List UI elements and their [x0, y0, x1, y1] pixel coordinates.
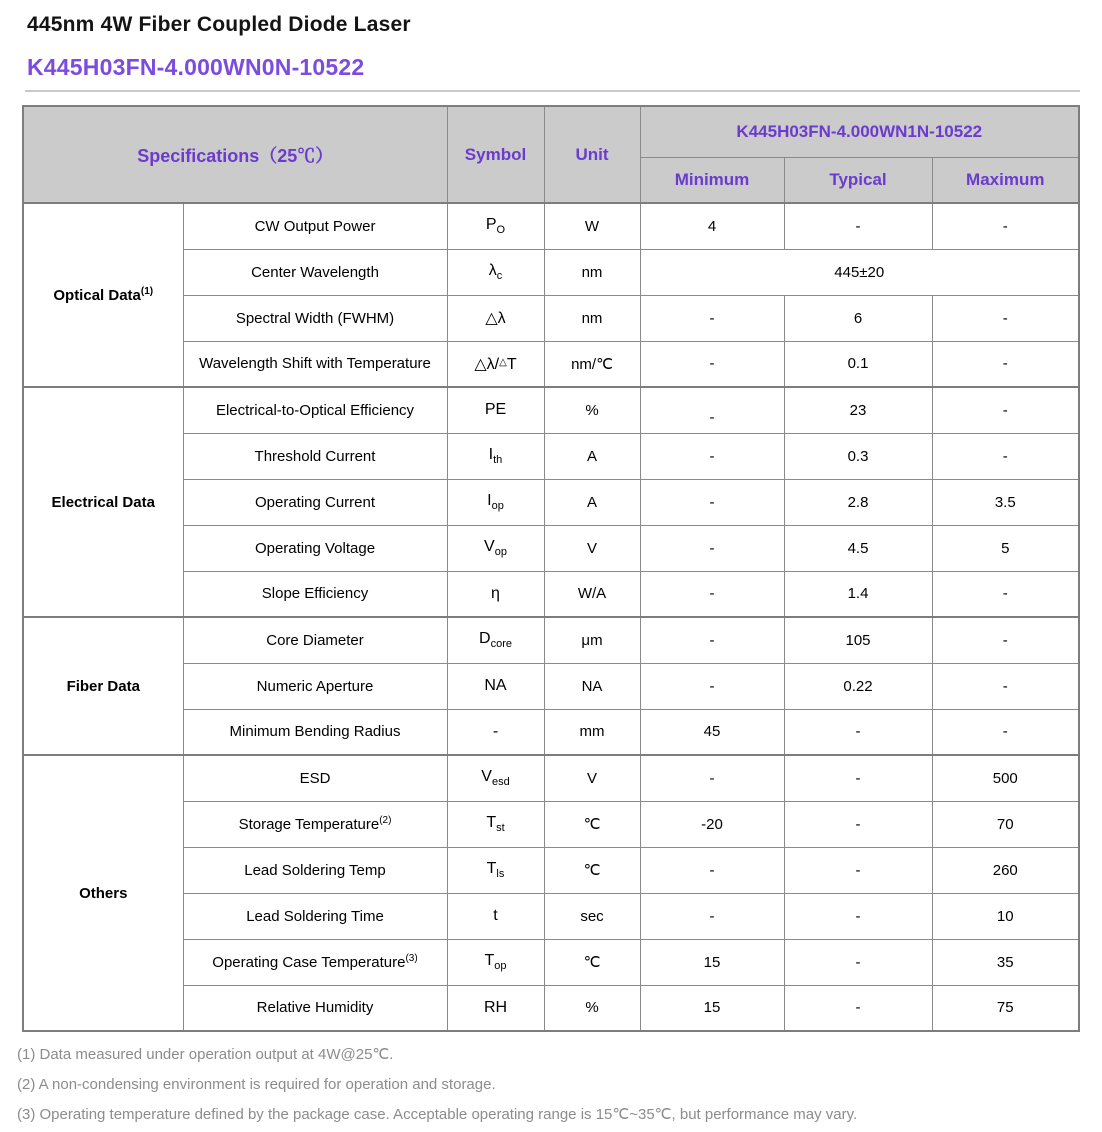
page-title: 445nm 4W Fiber Coupled Diode Laser	[27, 13, 411, 36]
unit-cell: A	[544, 479, 640, 525]
unit-cell: nm	[544, 295, 640, 341]
unit-cell: ℃	[544, 801, 640, 847]
table-row	[23, 617, 1079, 663]
spec-name-cell: Storage Temperature$^{(2)}$	[183, 801, 447, 847]
max-cell: 3.5	[932, 479, 1079, 525]
typ-cell: 0.3	[784, 433, 932, 479]
symbol-cell: -	[447, 709, 544, 755]
typ-cell: -	[784, 847, 932, 893]
footnote-2: (2) A non-condensing environment is required for operation and storage.	[17, 1076, 496, 1093]
spec-name-cell: Operating Voltage	[183, 525, 447, 571]
unit-cell: V	[544, 525, 640, 571]
group-label-electrical-data: Electrical Data	[23, 387, 183, 617]
typ-cell: 1.4	[784, 571, 932, 617]
typ-cell: -	[784, 893, 932, 939]
column-header-typical: Typical	[784, 157, 932, 203]
min-cell: -	[640, 479, 784, 525]
max-cell: -	[932, 341, 1079, 387]
typ-cell: -	[784, 755, 932, 801]
typ-cell: 4.5	[784, 525, 932, 571]
max-cell: 70	[932, 801, 1079, 847]
typ-cell: 0.1	[784, 341, 932, 387]
footnote-ref-3: (3)	[405, 953, 418, 964]
unit-cell: nm	[544, 249, 640, 295]
symbol-cell: PE	[447, 387, 544, 433]
min-cell: -	[640, 847, 784, 893]
max-cell: -	[932, 387, 1079, 433]
max-cell: -	[932, 617, 1079, 663]
symbol-cell: △λ	[447, 295, 544, 341]
footnotes	[17, 1046, 1102, 1123]
spec-name-cell: Minimum Bending Radius	[183, 709, 447, 755]
min-cell: 15	[640, 985, 784, 1031]
max-cell: -	[932, 709, 1079, 755]
min-cell: 45	[640, 709, 784, 755]
unit-cell: W	[544, 203, 640, 249]
min-cell: -	[640, 295, 784, 341]
column-header-specifications: Specifications（25℃）	[23, 106, 447, 203]
spec-name-cell: Core Diameter	[183, 617, 447, 663]
horizontal-divider	[25, 90, 1080, 92]
max-cell: 35	[932, 939, 1079, 985]
unit-cell: NA	[544, 663, 640, 709]
footnote-3: (3) Operating temperature defined by the package case. Acceptable operating range is 15℃~35℃, but performance may vary.	[17, 1106, 858, 1123]
symbol-cell: η	[447, 571, 544, 617]
unit-cell: ℃	[544, 939, 640, 985]
table-row	[23, 387, 1079, 433]
max-cell: -	[932, 203, 1079, 249]
specification-table	[22, 105, 1080, 1032]
spec-name-cell: Operating Case Temperature$^{(3)}$	[183, 939, 447, 985]
min-cell: 4	[640, 203, 784, 249]
table-row	[23, 203, 1079, 249]
max-cell: -	[932, 295, 1079, 341]
column-header-unit: Unit	[544, 106, 640, 203]
footnote-1: (1) Data measured under operation output at 4W@25℃.	[17, 1046, 394, 1063]
typ-cell: -	[784, 709, 932, 755]
typ-cell: -	[784, 801, 932, 847]
typ-cell: -	[784, 203, 932, 249]
min-cell: -	[640, 525, 784, 571]
min-cell: -	[640, 893, 784, 939]
spec-name-cell: Wavelength Shift with Temperature	[183, 341, 447, 387]
spec-name-cell: Electrical-to-Optical Efficiency	[183, 387, 447, 433]
unit-cell: %	[544, 387, 640, 433]
unit-cell: nm/℃	[544, 341, 640, 387]
spec-name-cell: Center Wavelength	[183, 249, 447, 295]
min-cell: -	[640, 433, 784, 479]
min-cell: -	[640, 663, 784, 709]
typ-cell: 23	[784, 387, 932, 433]
symbol-cell: $\lambda_c$	[447, 249, 544, 295]
unit-cell: V	[544, 755, 640, 801]
unit-cell: %	[544, 985, 640, 1031]
symbol-cell: △λ/△T	[447, 341, 544, 387]
max-cell: -	[932, 433, 1079, 479]
spec-name-cell: Lead Soldering Time	[183, 893, 447, 939]
spec-name-cell: Operating Current	[183, 479, 447, 525]
max-cell: -	[932, 571, 1079, 617]
min-cell: -	[640, 755, 784, 801]
max-cell: 260	[932, 847, 1079, 893]
max-cell: 500	[932, 755, 1079, 801]
max-cell: 75	[932, 985, 1079, 1031]
spec-name-cell: Threshold Current	[183, 433, 447, 479]
symbol-cell: t	[447, 893, 544, 939]
symbol-cell: $T_{ls}$	[447, 847, 544, 893]
min-cell: -20	[640, 801, 784, 847]
column-header-minimum: Minimum	[640, 157, 784, 203]
typ-cell: -	[784, 985, 932, 1031]
typ-cell: 6	[784, 295, 932, 341]
footnote-ref-2: (2)	[379, 815, 392, 826]
symbol-cell: $V_{op}$	[447, 525, 544, 571]
product-model-heading: K445H03FN-4.000WN0N-10522	[27, 54, 365, 80]
symbol-cell: $T_{st}$	[447, 801, 544, 847]
group-label-fiber-data: Fiber Data	[23, 617, 183, 755]
spec-name-cell: Slope Efficiency	[183, 571, 447, 617]
column-header-symbol: Symbol	[447, 106, 544, 203]
max-cell: 10	[932, 893, 1079, 939]
min-cell: 15	[640, 939, 784, 985]
max-cell: 5	[932, 525, 1079, 571]
unit-cell: sec	[544, 893, 640, 939]
column-header-maximum: Maximum	[932, 157, 1079, 203]
symbol-cell: NA	[447, 663, 544, 709]
spec-name-cell: Numeric Aperture	[183, 663, 447, 709]
unit-cell: W/A	[544, 571, 640, 617]
unit-cell: mm	[544, 709, 640, 755]
group-label-optical-data: Optical Data$^{(1)}$	[23, 203, 183, 387]
symbol-cell: $V_{esd}$	[447, 755, 544, 801]
group-label-others: Others	[23, 755, 183, 1031]
symbol-cell: $I_{op}$	[447, 479, 544, 525]
footnote-ref-1: (1)	[140, 286, 154, 297]
typ-cell: 2.8	[784, 479, 932, 525]
min-cell: -	[640, 571, 784, 617]
spec-name-cell: ESD	[183, 755, 447, 801]
symbol-cell: $T_{op}$	[447, 939, 544, 985]
symbol-cell: RH	[447, 985, 544, 1031]
spec-name-cell: Relative Humidity	[183, 985, 447, 1031]
spec-name-cell: Lead Soldering Temp	[183, 847, 447, 893]
symbol-cell: $D_{core}$	[447, 617, 544, 663]
min-cell: -	[640, 617, 784, 663]
column-header-device-model: K445H03FN-4.000WN1N-10522	[640, 106, 1079, 157]
typ-cell: 105	[784, 617, 932, 663]
symbol-cell: $I_{th}$	[447, 433, 544, 479]
spec-name-cell: Spectral Width (FWHM)	[183, 295, 447, 341]
table-row	[23, 755, 1079, 801]
merged-value-cell: 445±20	[640, 249, 1079, 295]
typ-cell: -	[784, 939, 932, 985]
typ-cell: 0.22	[784, 663, 932, 709]
max-cell: -	[932, 663, 1079, 709]
spec-name-cell: CW Output Power	[183, 203, 447, 249]
symbol-cell: $P_O$	[447, 203, 544, 249]
min-cell: -	[640, 387, 784, 433]
unit-cell: μm	[544, 617, 640, 663]
min-cell: -	[640, 341, 784, 387]
unit-cell: ℃	[544, 847, 640, 893]
unit-cell: A	[544, 433, 640, 479]
